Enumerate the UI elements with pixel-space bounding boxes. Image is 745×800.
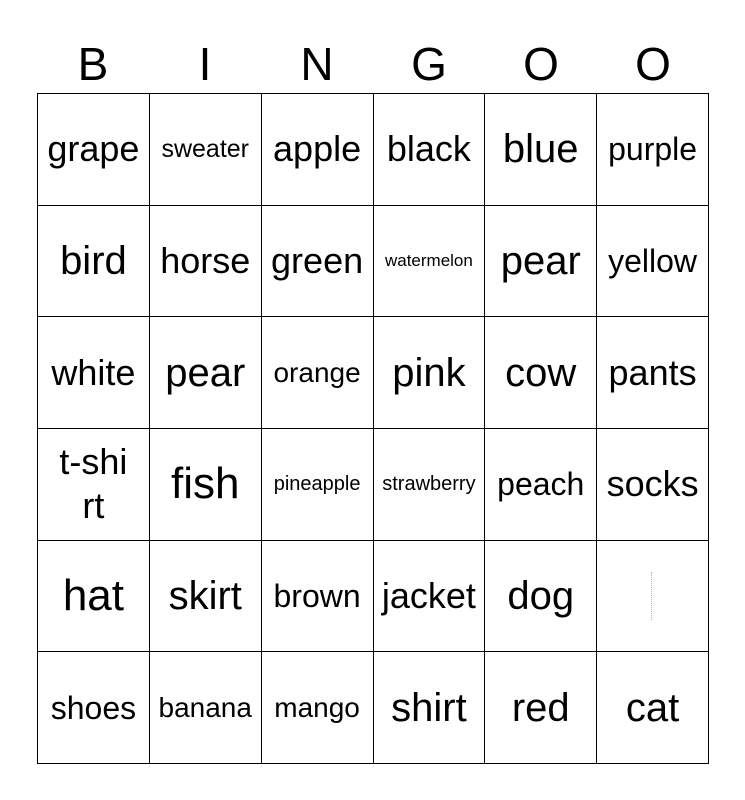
header-letter: G — [411, 38, 447, 90]
cell-word: orange — [273, 356, 361, 388]
cell-word: green — [271, 239, 364, 281]
bingo-cell[interactable] — [262, 652, 374, 764]
bingo-cell[interactable] — [262, 94, 374, 206]
cell-word: bird — [60, 238, 127, 283]
bingo-cell[interactable] — [374, 317, 486, 429]
bingo-cell[interactable] — [38, 94, 150, 206]
cell-word: shoes — [50, 689, 137, 726]
cell-word: pear — [500, 238, 581, 283]
bingo-cell[interactable] — [597, 94, 709, 206]
bingo-cell[interactable] — [485, 652, 597, 764]
cell-word: watermelon — [384, 250, 473, 270]
cell-word: hat — [62, 570, 124, 620]
cell-word: shirt — [391, 685, 467, 730]
bingo-header — [37, 38, 709, 90]
bingo-cell[interactable] — [485, 541, 597, 653]
header-letter: N — [300, 38, 334, 90]
bingo-cell[interactable] — [38, 541, 150, 653]
bingo-cell[interactable] — [485, 317, 597, 429]
bingo-cell[interactable] — [150, 652, 262, 764]
bingo-cell[interactable] — [150, 541, 262, 653]
cell-word: socks — [606, 463, 699, 505]
free-space-mark — [651, 572, 654, 620]
cell-word: pineapple — [273, 473, 361, 496]
bingo-cell[interactable] — [262, 541, 374, 653]
cell-word: pink — [392, 350, 466, 395]
cell-word: cat — [625, 685, 680, 730]
cell-word: red — [511, 685, 570, 730]
bingo-cell[interactable] — [485, 206, 597, 318]
cell-word: sweater — [161, 135, 250, 164]
bingo-cell[interactable] — [597, 317, 709, 429]
bingo-cell[interactable] — [374, 94, 486, 206]
bingo-cell[interactable] — [150, 429, 262, 541]
cell-word: pear — [165, 350, 246, 395]
header-letter: O — [523, 38, 559, 90]
cell-word: cow — [505, 350, 577, 395]
cell-word: grape — [47, 128, 140, 170]
bingo-cell[interactable] — [38, 317, 150, 429]
cell-word: jacket — [381, 574, 476, 616]
cell-word: blue — [502, 127, 579, 172]
bingo-cell[interactable] — [597, 206, 709, 318]
bingo-cell[interactable] — [38, 206, 150, 318]
bingo-cell[interactable] — [262, 317, 374, 429]
cell-word: yellow — [608, 242, 698, 279]
cell-word: mango — [274, 691, 360, 723]
cell-word: dog — [507, 573, 575, 618]
bingo-cell[interactable] — [262, 206, 374, 318]
header-letter: I — [198, 38, 212, 90]
cell-word: apple — [273, 128, 362, 170]
cell-word: pants — [608, 351, 697, 393]
bingo-cell[interactable] — [150, 206, 262, 318]
bingo-cell[interactable] — [150, 94, 262, 206]
cell-word: strawberry — [382, 473, 476, 496]
bingo-cell[interactable] — [262, 429, 374, 541]
cell-word: fish — [171, 459, 240, 509]
free-cell[interactable] — [597, 541, 709, 653]
header-letter: B — [77, 38, 109, 90]
header-letter: O — [635, 38, 671, 90]
bingo-cell[interactable] — [374, 429, 486, 541]
bingo-cell[interactable] — [150, 317, 262, 429]
bingo-board — [37, 93, 709, 764]
bingo-cell[interactable] — [374, 541, 486, 653]
bingo-cell[interactable] — [597, 652, 709, 764]
bingo-cell[interactable] — [38, 652, 150, 764]
cell-word: t-shirt — [59, 441, 128, 527]
cell-word: banana — [158, 691, 252, 723]
cell-word: purple — [608, 131, 698, 168]
cell-word: brown — [273, 577, 361, 614]
bingo-cell[interactable] — [374, 652, 486, 764]
cell-word: black — [386, 128, 471, 170]
cell-word: horse — [160, 239, 251, 281]
cell-word: peach — [497, 466, 585, 503]
bingo-cell[interactable] — [38, 429, 150, 541]
bingo-cell[interactable] — [485, 429, 597, 541]
bingo-cell[interactable] — [374, 206, 486, 318]
cell-word: white — [51, 351, 136, 393]
bingo-cell[interactable] — [485, 94, 597, 206]
bingo-cell[interactable] — [597, 429, 709, 541]
cell-word: skirt — [168, 573, 242, 618]
